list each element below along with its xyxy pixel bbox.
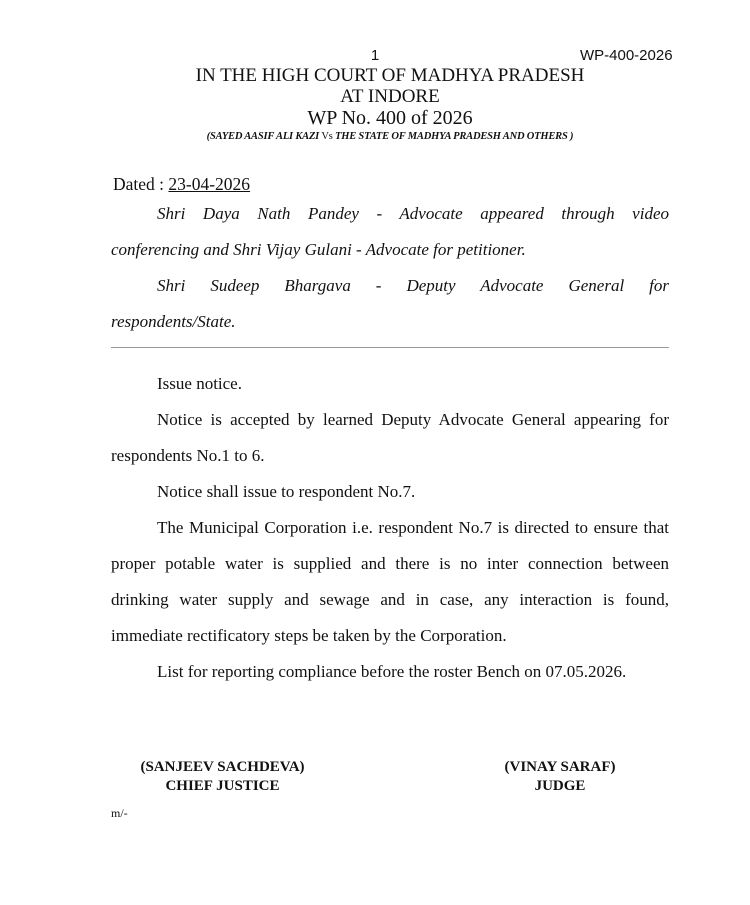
petitioner-name: (SAYED AASIF ALI KAZI [206,131,320,142]
signatory-name: (VINAY SARAF) [504,759,616,775]
versus-label: Vs [319,131,336,142]
signature-block-judge [455,758,665,796]
dated-label: Dated : [113,174,169,194]
order-paragraph-1: Issue notice. [157,374,242,393]
order-paragraph-3: Notice shall issue to respondent No.7. [157,482,416,501]
order-paragraph-5: List for reporting compliance before the roster Bench on 07.05.2026. [157,662,627,681]
separator-rule [111,347,669,348]
signatory-title: CHIEF JUSTICE [165,778,280,794]
signatory-title: JUDGE [534,778,586,794]
case-number: WP No. 400 of 2026 [307,107,473,129]
signatory-name: (SANJEEV SACHDEVA) [140,759,305,775]
case-parties [0,131,750,142]
order-paragraph-4: The Municipal Corporation i.e. respondent No.7 is directed to ensure that proper potable water is supplied and there is no inter connection between drinking water supply and sewage and in case, any interaction is found, immediate rectificatory steps be taken by the Corporation. [111,518,669,645]
order-date [113,174,250,195]
dated-value: 23-04-2026 [168,174,251,194]
order-paragraph-2: Notice is accepted by learned Deputy Advocate General appearing for respondents No.1 to 6. [111,410,669,465]
appearance-state-line1: Shri Sudeep Bhargava - Deputy Advocate General for [157,276,669,295]
signature-block-chief-justice [110,758,335,796]
appearance-petitioner-line1: Shri Daya Nath Pandey - Advocate appeared through video [157,204,669,223]
respondent-name: THE STATE OF MADHYA PRADESH AND OTHERS ) [335,131,574,142]
bench-location: AT INDORE [340,86,440,107]
court-name: IN THE HIGH COURT OF MADHYA PRADESH [195,65,585,86]
footer-initials: m/- [111,806,128,820]
page-number: 1 [370,47,380,64]
case-reference: WP-400-2026 [580,47,673,64]
appearance-petitioner-line2: conferencing and Shri Vijay Gulani - Advocate for petitioner. [111,240,526,259]
appearance-state-line2: respondents/State. [111,312,236,331]
